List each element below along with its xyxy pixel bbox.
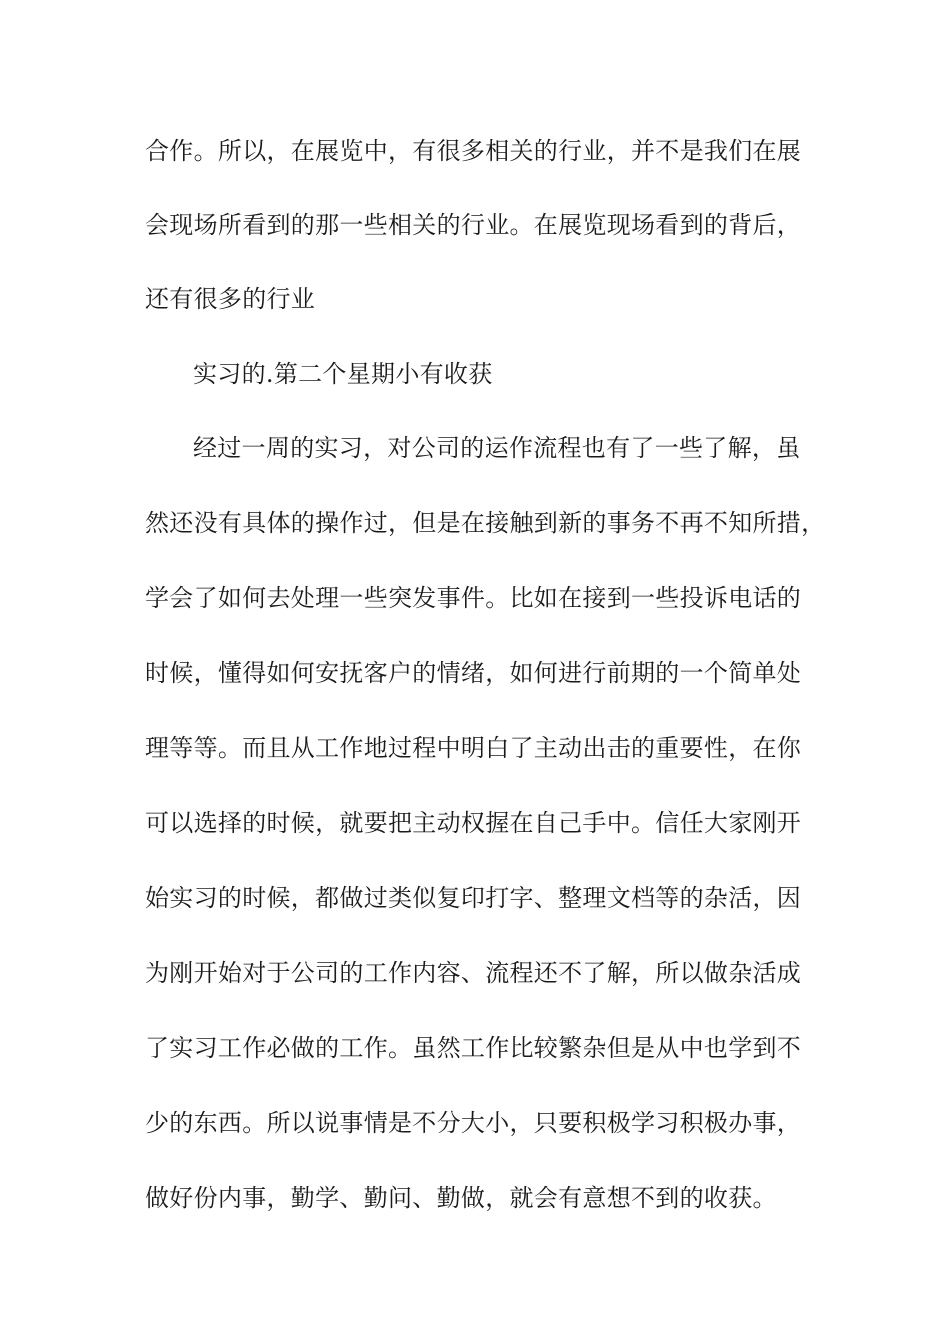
text-line: 合作。所以，在展览中，有很多相关的行业，并不是我们在展 [145,137,802,165]
text-line: 学会了如何去处理一些突发事件。比如在接到一些投诉电话的 [145,584,802,612]
text-line: 经过一周的实习，对公司的运作流程也有了一些了解，虽 [193,434,801,462]
text-line: 时候，懂得如何安抚客户的情绪，如何进行前期的一个简单处 [145,659,802,687]
text-line: 还有很多的行业 [145,285,316,313]
text-line: 会现场所看到的那一些相关的行业。在展览现场看到的背后， [145,211,802,239]
text-line: 为刚开始对于公司的工作内容、流程还不了解，所以做杂活成 [145,959,802,987]
text-line: 少的东西。所以说事情是不分大小，只要积极学习积极办事， [145,1109,802,1137]
section-heading: 实习的.第二个星期小有收获 [193,360,493,388]
text-line: 然还没有具体的操作过，但是在接触到新的事务不再不知所措， [145,509,826,537]
text-line: 了实习工作必做的工作。虽然工作比较繁杂但是从中也学到不 [145,1034,802,1062]
text-line: 可以选择的时候，就要把主动权握在自己手中。信任大家刚开 [145,809,802,837]
text-line: 理等等。而且从工作地过程中明白了主动出击的重要性，在你 [145,734,802,762]
text-line: 始实习的时候，都做过类似复印打字、整理文档等的杂活，因 [145,884,802,912]
text-line: 做好份内事，勤学、勤问、勤做，就会有意想不到的收获。 [145,1184,777,1212]
